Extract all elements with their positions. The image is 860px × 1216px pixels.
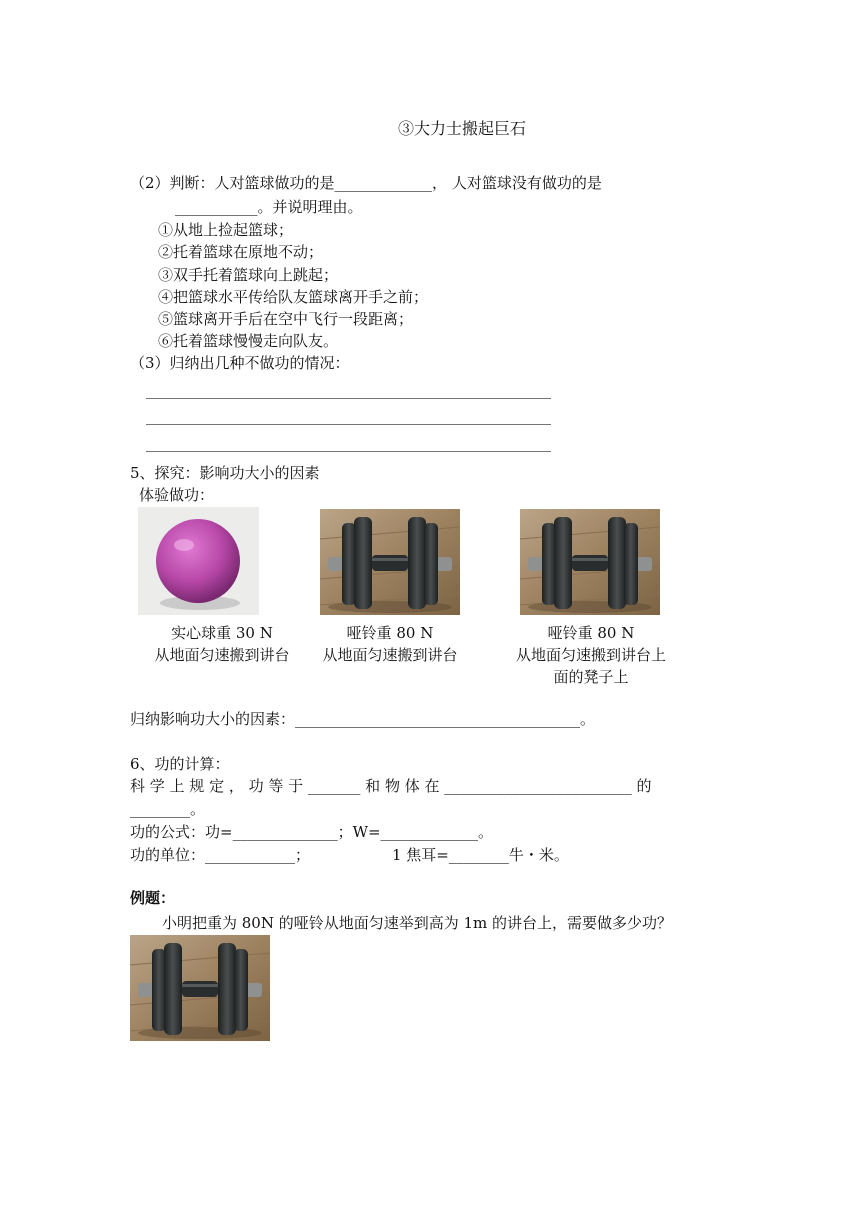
q2-item-2: ②托着篮球在原地不动； xyxy=(158,243,324,261)
section-6-title: 6、功的计算： xyxy=(130,755,230,773)
q3-title: （3）归纳出几种不做功的情况： xyxy=(130,354,350,372)
q2-item-3: ③双手托着篮球向上跳起； xyxy=(158,266,339,284)
q2-item-6: ⑥托着篮球慢慢走向队友。 xyxy=(158,332,339,350)
dumbbell-image xyxy=(320,509,460,615)
pink-ball-image xyxy=(138,507,259,615)
dumbbell-image xyxy=(520,509,660,615)
figure-1-line2: 从地面匀速搬到讲台 xyxy=(154,646,290,664)
q2-item-5: ⑤篮球离开手后在空中飞行一段距离； xyxy=(158,310,414,328)
section-6-definition-line2: ________。 xyxy=(130,800,206,818)
q3-blank-line-3: ______________________________________________________ xyxy=(146,434,551,452)
figure-2-caption xyxy=(308,622,472,666)
q3-blank-line-1: ______________________________________________________ xyxy=(146,381,551,399)
section-5-summary: 归纳影响功大小的因素：______________________________________。 xyxy=(130,710,596,728)
q2-line1: （2）判断：人对篮球做功的是_____________， 人对篮球没有做功的是 xyxy=(130,174,602,192)
figure-1-caption xyxy=(140,622,304,666)
joule-conversion: 1 焦耳=________牛・米。 xyxy=(392,846,569,864)
section-6-definition-line1: 科 学 上 规 定 ， 功 等 于 _______ 和 物 体 在 _________________________ 的 xyxy=(130,777,652,795)
q3-blank-line-2: ______________________________________________________ xyxy=(146,407,551,425)
q2-item-1: ①从地上捡起篮球； xyxy=(158,221,294,239)
q2-line2: ___________。并说明理由。 xyxy=(175,198,363,216)
figure-3-caption xyxy=(498,622,684,688)
example-label: 例题： xyxy=(130,889,176,907)
figure-2-line1: 哑铃重 80 N xyxy=(346,624,434,642)
figure-2-line2: 从地面匀速搬到讲台 xyxy=(322,646,458,664)
example-text: 小明把重为 80N 的哑铃从地面匀速举到高为 1m 的讲台上，需要做多少功？ xyxy=(162,914,673,932)
section-5-title: 5、探究：影响功大小的因素 xyxy=(130,464,320,482)
q2-item-4: ④把篮球水平传给队友篮球离开手之前； xyxy=(158,288,429,306)
figure-3-line1: 哑铃重 80 N xyxy=(547,624,635,642)
work-unit-line: 功的单位：____________； xyxy=(130,846,311,864)
work-formula-line: 功的公式：功=______________；W=_____________。 xyxy=(130,823,494,841)
section-5-subtitle: 体验做功： xyxy=(139,486,215,504)
top-caption: ③大力士搬起巨石 xyxy=(398,119,527,138)
figure-3-line2: 从地面匀速搬到讲台上 xyxy=(515,646,666,664)
figure-3-line3: 面的凳子上 xyxy=(553,668,629,686)
figure-1-line1: 实心球重 30 N xyxy=(171,624,273,642)
dumbbell-image xyxy=(130,935,270,1041)
